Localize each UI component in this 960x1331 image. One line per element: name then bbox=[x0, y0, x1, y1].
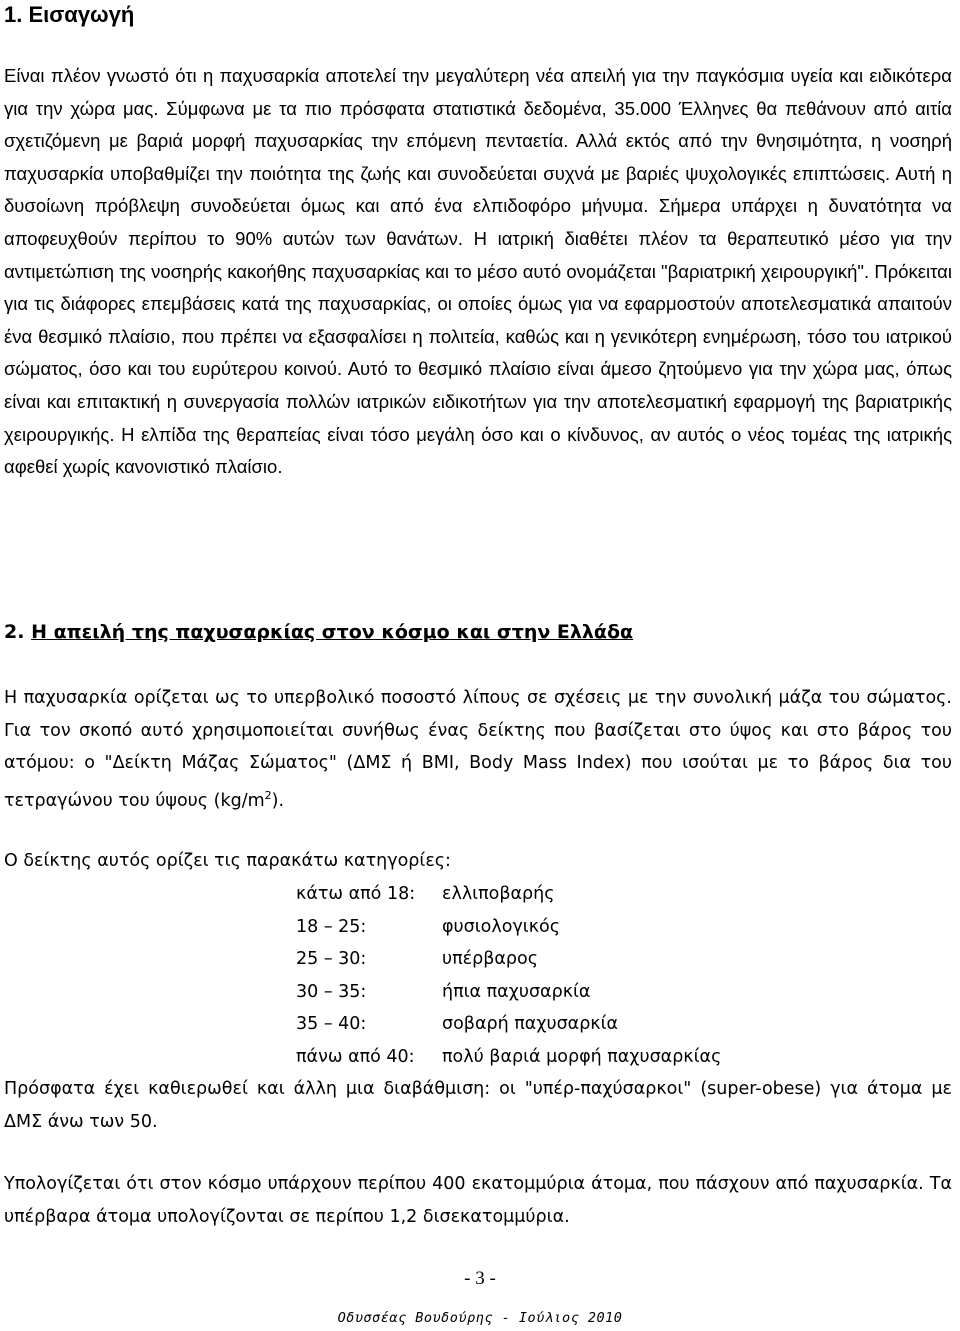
bmi-category-label: φυσιολογικός bbox=[442, 916, 561, 937]
page-number: - 3 - bbox=[464, 1268, 496, 1289]
bmi-category-row bbox=[296, 878, 721, 911]
bmi-category-label: υπέρβαρος bbox=[442, 949, 539, 970]
categories-intro: Ο δείκτης αυτός ορίζει τις παρακάτω κατηγορίες: bbox=[4, 851, 451, 871]
section-2-heading bbox=[4, 617, 633, 647]
bmi-category-range: 30 – 35: bbox=[296, 981, 367, 1002]
section-2-heading-text: Η απειλή της παχυσαρκίας στον κόσμο και στην Ελλάδα bbox=[31, 621, 634, 643]
section-1-heading: 1. Εισαγωγή bbox=[4, 2, 135, 27]
bmi-category-range: 35 – 40: bbox=[296, 1014, 367, 1035]
bmi-category-range: κάτω από 18: bbox=[296, 884, 416, 904]
bmi-category-row bbox=[296, 1008, 721, 1041]
bmi-category-range: 18 – 25: bbox=[296, 916, 367, 937]
bmi-definition-text: Η παχυσαρκία ορίζεται ως το υπερβολικό ποσοστό λίπους σε σχέσεις με την συνολική μάζα του σώματος. Για τον σκοπό αυτό χρησιμοποιείται συνήθως ένας δείκτης που βασίζεται στο ύψος και στο βάρος του ατόμου: ο "Δείκτη Μάζας Σώματος" (ΔΜΣ ή BMI, Body Mass Index) που ισούται με το βάρος δια του τετραγώνου του ύψους (kg/m bbox=[4, 688, 952, 811]
bmi-categories-list bbox=[296, 878, 721, 1074]
bmi-category-row bbox=[296, 911, 721, 944]
super-obese-paragraph: Πρόσφατα έχει καθιερωθεί και άλλη μια διαβάθμιση: οι "υπέρ-παχύσαρκοι" (super-obese) για άτομα με ΔΜΣ άνω των 50. bbox=[4, 1079, 952, 1132]
bmi-definition-end: ). bbox=[271, 790, 285, 811]
page-footer: Οδυσσέας Βουδούρης - Ιούλιος 2010 bbox=[337, 1310, 623, 1326]
superscript-2: 2 bbox=[264, 788, 272, 802]
bmi-category-row bbox=[296, 943, 721, 976]
bmi-category-label: ελλιποβαρής bbox=[442, 884, 555, 904]
bmi-category-range: 25 – 30: bbox=[296, 949, 367, 970]
bmi-category-range: πάνω από 40: bbox=[296, 1046, 415, 1067]
bmi-category-row bbox=[296, 1041, 721, 1074]
bmi-definition-paragraph bbox=[4, 682, 952, 817]
bmi-category-row bbox=[296, 976, 721, 1009]
world-estimate-paragraph: Υπολογίζεται ότι στον κόσμο υπάρχουν περίπου 400 εκατομμύρια άτομα, που πάσχουν από παχυσαρκία. Τα υπέρβαρα άτομα υπολογίζονται σε περίπου 1,2 δισεκατομμύρια. bbox=[4, 1174, 952, 1227]
bmi-category-label: ήπια παχυσαρκία bbox=[442, 981, 591, 1002]
section-2-heading-number: 2. bbox=[4, 621, 25, 643]
section-1-paragraph: Είναι πλέον γνωστό ότι η παχυσαρκία αποτελεί την μεγαλύτερη νέα απειλή για την παγκόσμια υγεία και ειδικότερα για την χώρα μας. Σύμφωνα με τα πιο πρόσφατα στατιστικά δεδομένα, 35.000 Έλληνες θα πεθάνουν από αιτία σχετιζόμενη με βαριά μορφή παχυσαρκίας την επόμενη πενταετία. Αλλά εκτός από την θνησιμότητα, η νοσηρή παχυσαρκία υποβαθμίζει την ποιότητα της ζωής και συνοδεύεται συχνά με βαριές ψυχολογικές επιπτώσεις. Αυτή η δυσοίωνη πρόβλεψη συνοδεύεται όμως και από ένα ελπιδοφόρο μήνυμα. Σήμερα υπάρχει η δυνατότητα να αποφευχθούν περίπου το 90% αυτών των θανάτων. Η ιατρική διαθέτει πλέον τα θεραπευτικό μέσο για την αντιμετώπιση της νοσηρής κακοήθης παχυσαρκίας και το μέσο αυτό ονομάζεται "βαριατρική χειρουργική". Πρόκειται για τις διάφορες επεμβάσεις κατά της παχυσαρκίας, οι οποίες όμως για να εφαρμοστούν αποτελεσματικά απαιτούν ένα θεσμικό πλαίσιο, που πρέπει να εξασφαλίσει η πολιτεία, καθώς και η γενικότερη ενημέρωση, τόσο του ιατρικού σώματος, όσο και του ευρύτερου κοινού. Αυτό το θεσμικό πλαίσιο είναι άμεσο ζητούμενο για την χώρα μας, όπως είναι και επιτακτική η συνεργασία πολλών ιατρικών ειδικοτήτων για την αποτελεσματική εφαρμογή της βαριατρικής χειρουργικής. Η ελπίδα της θεραπείας είναι τόσο μεγάλη όσο και ο κίνδυνος, αν αυτός ο νέος τομέας της ιατρικής αφεθεί χωρίς κανονιστικό πλαίσιο. bbox=[4, 65, 952, 478]
bmi-category-label: σοβαρή παχυσαρκία bbox=[442, 1014, 619, 1035]
bmi-category-label: πολύ βαριά μορφή παχυσαρκίας bbox=[442, 1046, 722, 1067]
